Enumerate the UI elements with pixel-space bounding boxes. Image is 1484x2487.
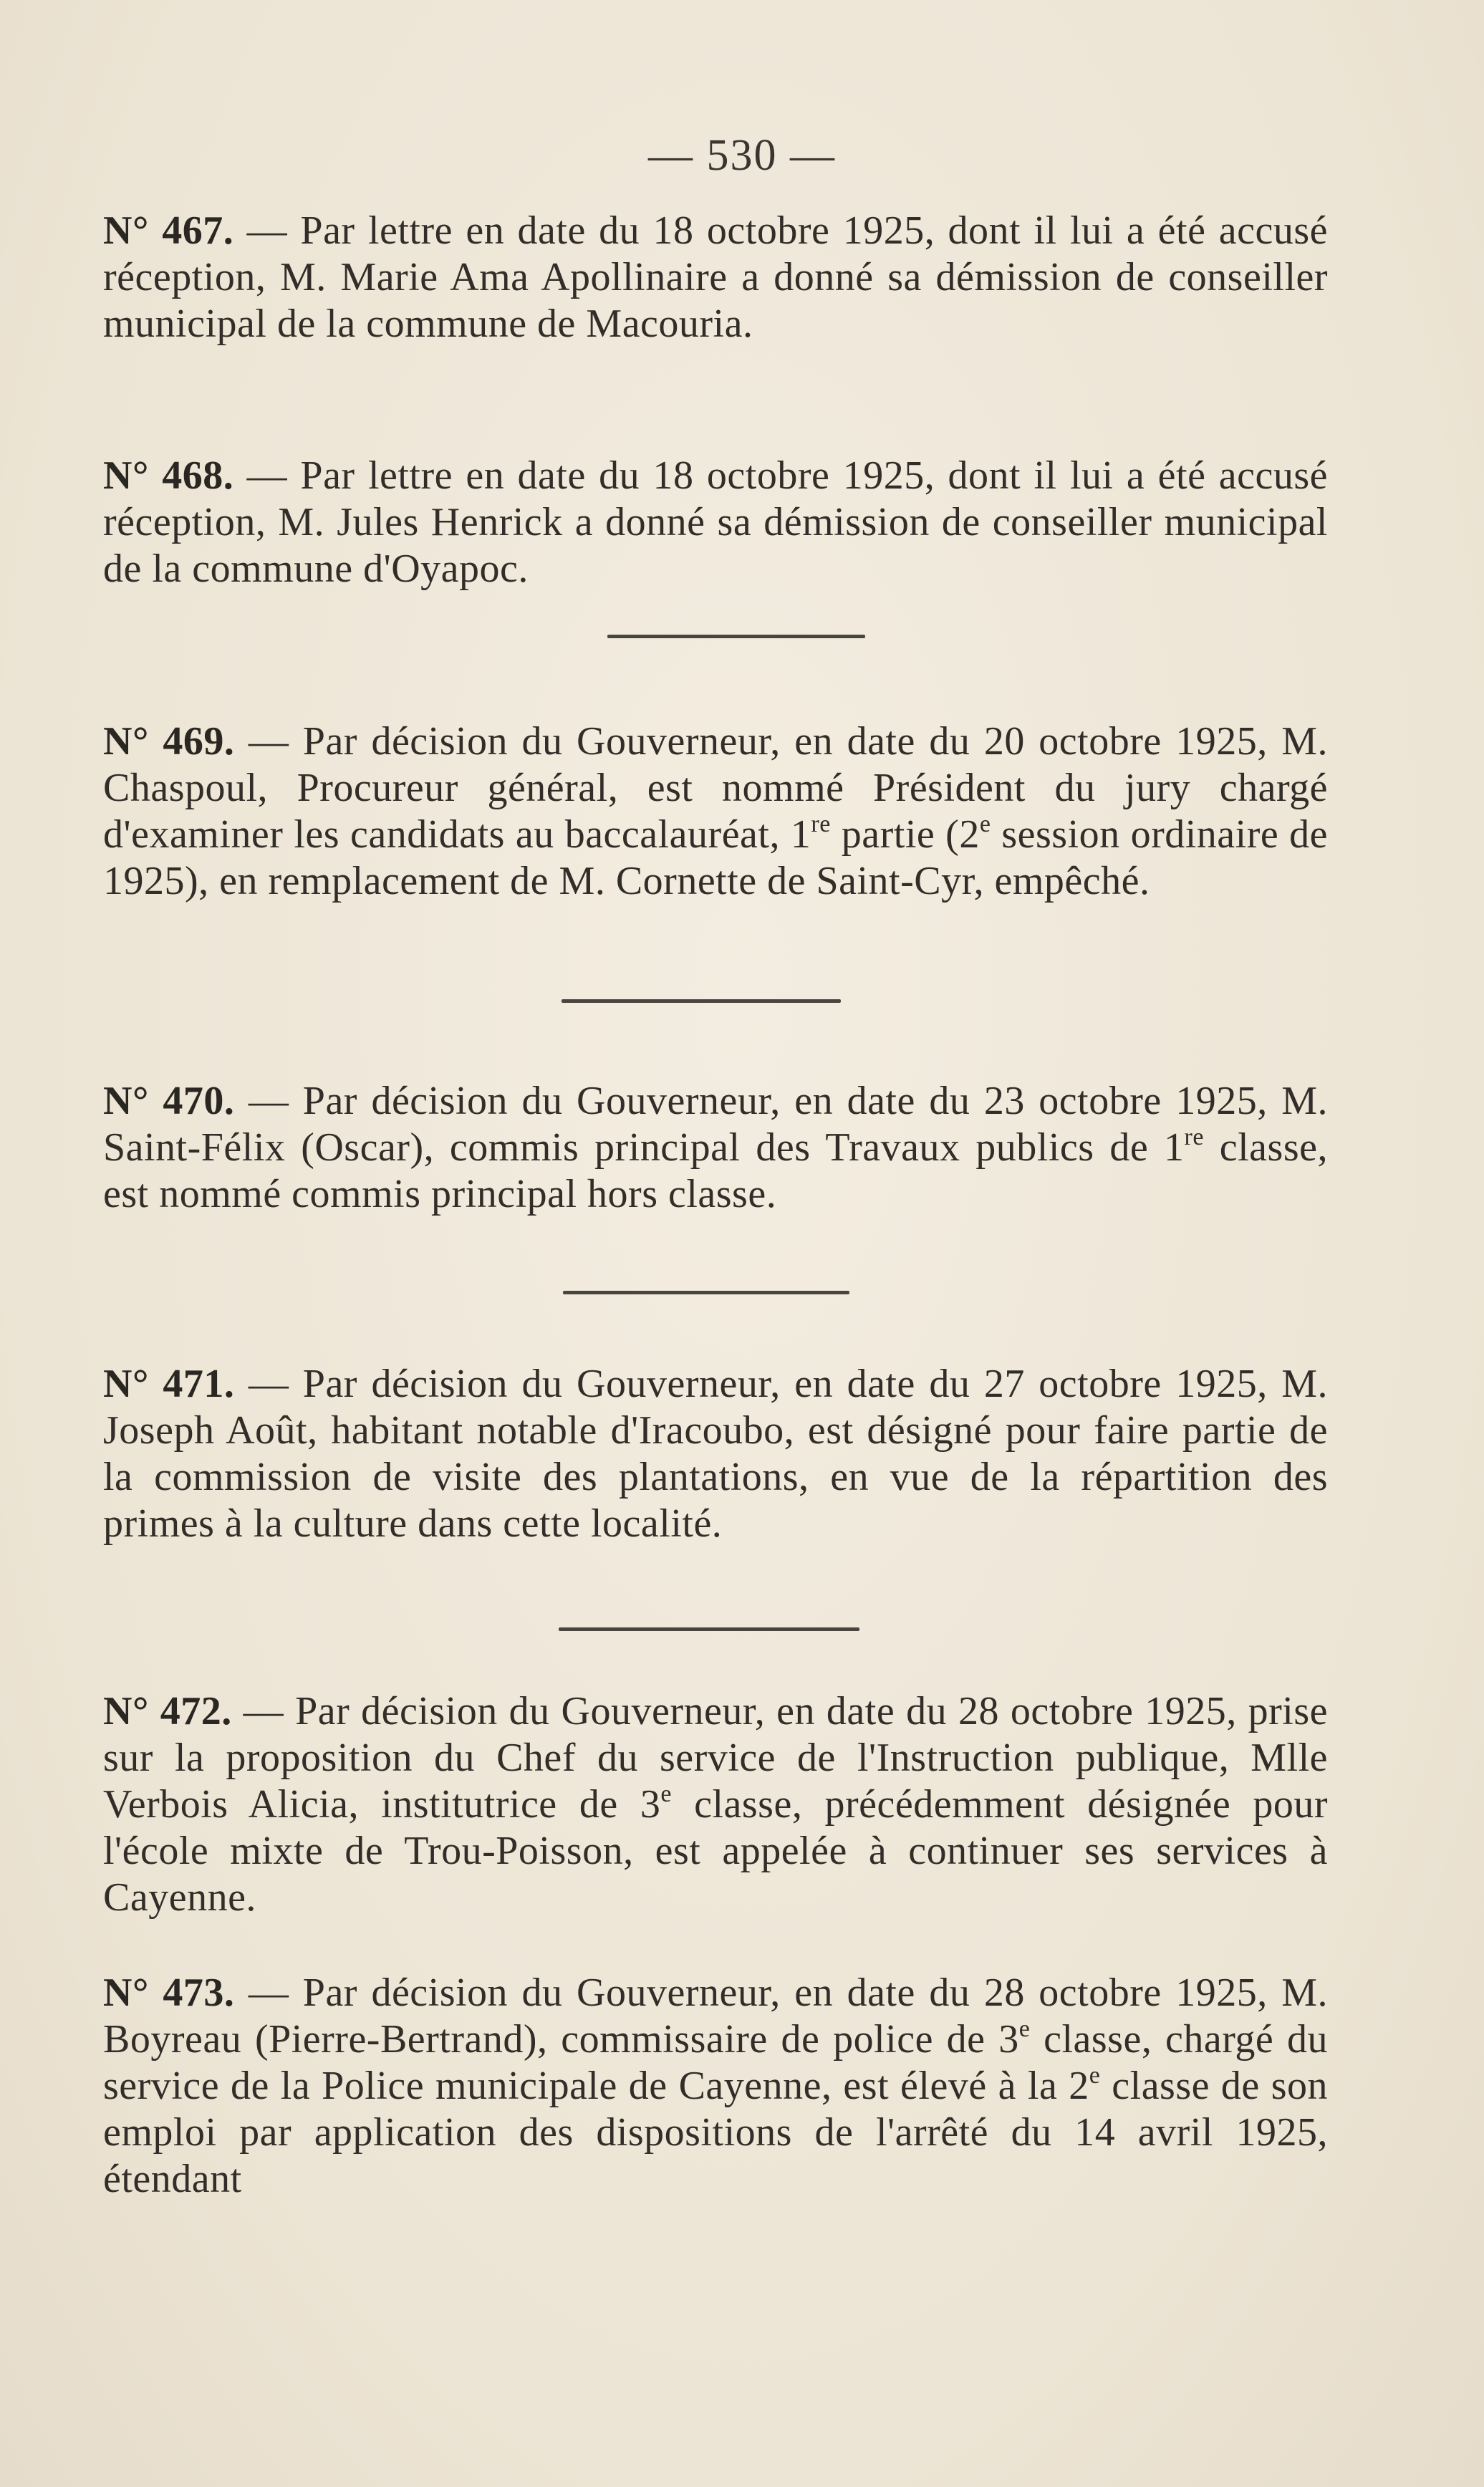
separator-rule <box>607 635 865 638</box>
entry-473 <box>103 1970 1328 2203</box>
entry-number: N° 473. <box>103 1971 235 2015</box>
entry-text: — Par décision du Gouverneur, en date du 28 octobre 1925, M. Boyreau (Pierre-Bertrand), commissaire de police de 3 <box>103 1971 1328 2062</box>
entry-467 <box>103 208 1328 347</box>
entry-text: classe de son emploi par application des dispositions de l'arrêté du 14 avril 1925, étendant <box>103 2064 1329 2201</box>
entry-text: — Par décision du Gouverneur, en date du 23 octobre 1925, M. Saint-Félix (Oscar), commis principal des Travaux publics de 1 <box>103 1079 1328 1170</box>
separator-rule <box>559 1627 859 1631</box>
superscript: e <box>979 811 991 837</box>
superscript: e <box>1018 2016 1031 2042</box>
entry-text: — Par lettre en date du 18 octobre 1925, dont il lui a été accusé réception, M. Marie Ama Apollinaire a donné sa démission de conseiller municipal de la commune de Macouria. <box>103 208 1328 346</box>
page-number: — 530 — <box>648 131 836 180</box>
entry-text: partie (2 <box>830 812 980 857</box>
entry-471 <box>103 1361 1328 1547</box>
superscript: e <box>1089 2062 1101 2089</box>
entry-text: — Par lettre en date du 18 octobre 1925, dont il lui a été accusé réception, M. Jules Henrick a donné sa démission de conseiller municipal de la commune d'Oyapoc. <box>103 453 1328 591</box>
superscript: re <box>1184 1124 1204 1150</box>
entry-text: — Par décision du Gouverneur, en date du 27 octobre 1925, M. Joseph Août, habitant notable d'Iracoubo, est désigné pour faire partie de la commission de visite des plantations, en vue de la répartition des primes à la culture dans cette localité. <box>103 1362 1328 1546</box>
superscript: re <box>811 811 831 837</box>
entry-number: N° 469. <box>103 719 235 764</box>
entry-number: N° 467. <box>103 208 234 253</box>
entry-number: N° 472. <box>103 1689 232 1733</box>
superscript: e <box>660 1781 672 1807</box>
separator-rule <box>562 999 841 1003</box>
entry-text: session ordinaire de 1925), en remplacement de M. Cornette de Saint-Cyr, empêché. <box>103 812 1329 903</box>
entry-number: N° 468. <box>103 453 234 498</box>
entry-text: classe, chargé du service de la Police municipale de Cayenne, est élevé à la 2 <box>103 2017 1328 2108</box>
entry-text: classe, est nommé commis principal hors classe. <box>103 1125 1328 1216</box>
entry-472 <box>103 1688 1328 1921</box>
entry-text: classe, précédemment désignée pour l'école mixte de Trou-Poisson, est appelée à continuer ses services à Cayenne. <box>103 1782 1328 1920</box>
entry-470 <box>103 1078 1328 1218</box>
entry-468 <box>103 453 1328 592</box>
entry-text: — Par décision du Gouverneur, en date du 28 octobre 1925, prise sur la proposition du Chef du service de l'Instruction publique, Mlle Verbois Alicia, institutrice de 3 <box>103 1689 1328 1827</box>
entry-number: N° 470. <box>103 1079 235 1123</box>
entry-text: — Par décision du Gouverneur, en date du 20 octobre 1925, M. Chaspoul, Procureur général, est nommé Président du jury chargé d'examiner les candidats au baccalauréat, 1 <box>103 719 1328 857</box>
entry-number: N° 471. <box>103 1362 235 1406</box>
entry-469 <box>103 718 1328 905</box>
separator-rule <box>563 1291 849 1294</box>
